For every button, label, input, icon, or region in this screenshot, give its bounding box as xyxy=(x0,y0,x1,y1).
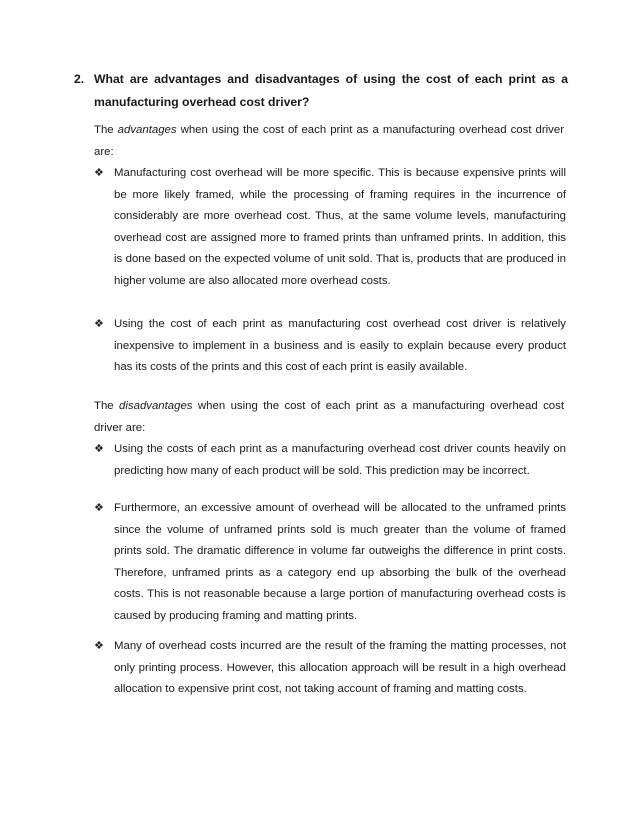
diamond-bullet-icon: ❖ xyxy=(94,443,104,455)
list-item xyxy=(94,636,566,701)
advantages-intro-pre: The xyxy=(94,124,118,136)
disadvantage-item-2: Furthermore, an excessive amount of overhead will be allocated to the unframed prints since the volume of unframed prints sold is much greater than the volume of framed prints sold. The dramatic difference in volume far outweighs the difference in print costs. Therefore, unframed prints as a category end up absorbing the bulk of the overhead costs. This is not reasonable because a large portion of manufacturing overhead costs is caused by producing framing and matting prints. xyxy=(114,502,566,622)
list-item xyxy=(94,163,566,292)
question-text: What are advantages and disadvantages of using the cost of each print as a manufacturing overhead cost driver? xyxy=(94,72,568,109)
disadvantage-item-1: Using the costs of each print as a manufacturing overhead cost driver counts heavily on predicting how many of each product will be sold. This prediction may be incorrect. xyxy=(114,443,566,477)
diamond-bullet-icon: ❖ xyxy=(94,318,104,330)
advantage-item-1: Manufacturing cost overhead will be more specific. This is because expensive prints will be more likely framed, while the processing of framing requires in the incurrence of considerably are more overhead cost. Thus, at the same volume levels, manufacturing overhead cost are assigned more to framed prints than unframed prints. In addition, this is done based on the expected volume of unit sold. That is, products that are produced in higher volume are also allocated more overhead costs. xyxy=(114,167,566,287)
diamond-bullet-icon: ❖ xyxy=(94,640,104,652)
disadvantage-item-3: Many of overhead costs incurred are the result of the framing the matting processes, not only printing process. However, this allocation approach will be result in a high overhead allocation to expensive print cost, not taking account of framing and matting costs. xyxy=(114,640,566,695)
list-item xyxy=(94,439,566,482)
diamond-bullet-icon: ❖ xyxy=(94,167,104,179)
question-number: 2. xyxy=(74,72,85,86)
advantages-intro-post: when using the cost of each print as a manufacturing overhead cost driver are: xyxy=(94,124,564,158)
list-item xyxy=(94,498,566,627)
question-heading xyxy=(74,68,568,114)
disadvantages-intro-post: when using the cost of each print as a manufacturing overhead cost driver are: xyxy=(94,400,564,434)
diamond-bullet-icon: ❖ xyxy=(94,502,104,514)
list-item xyxy=(94,314,566,379)
disadvantages-intro-pre: The xyxy=(94,400,120,412)
advantage-item-2: Using the cost of each print as manufacturing cost overhead cost driver is relatively inexpensive to implement in a business and is easily to explain because every product has its costs of the prints and this cost of each print is easily available. xyxy=(114,318,566,373)
disadvantages-intro xyxy=(94,396,564,439)
disadvantages-keyword: disadvantages xyxy=(119,400,193,412)
advantages-intro xyxy=(94,120,564,163)
advantages-keyword: advantages xyxy=(117,124,177,136)
